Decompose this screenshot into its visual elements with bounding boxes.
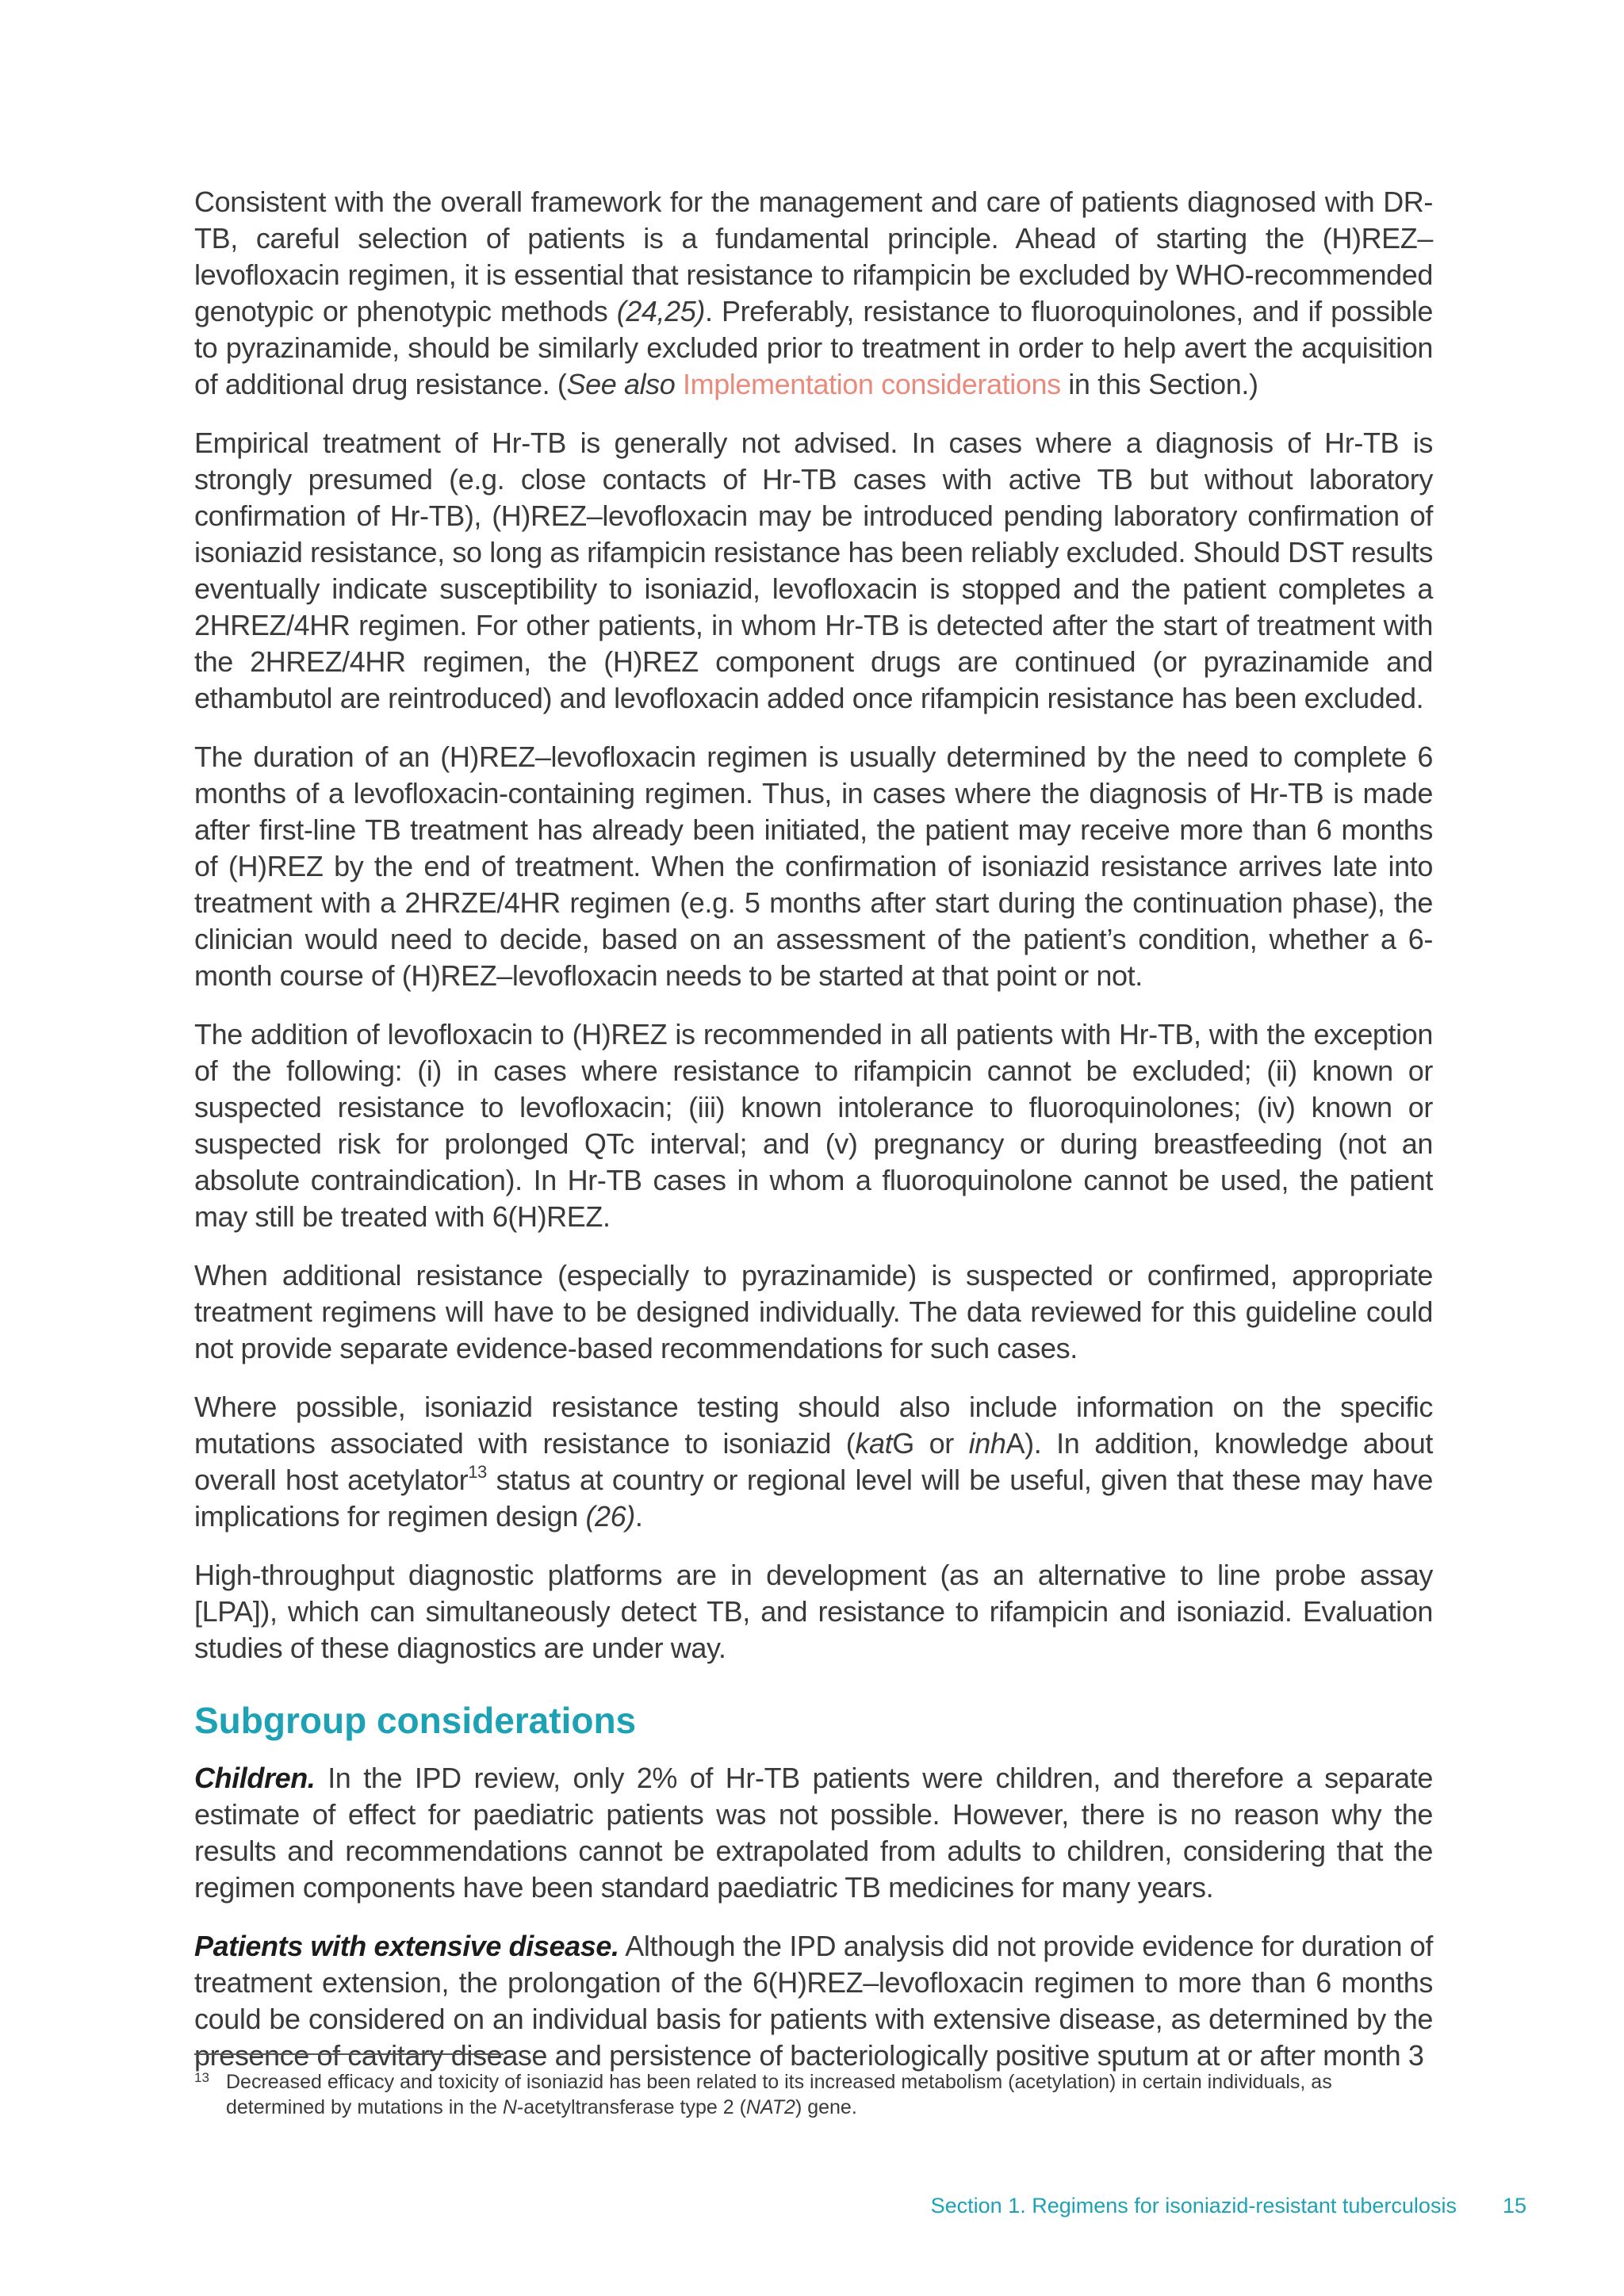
paragraph-text: Consistent with the overall framework for the management and care of patients diagnosed with DR-TB, careful selection of patients is a fundamental principle. Ahead of starting the (H)REZ–levofloxacin regimen, it is essential that resistance to rifampicin be excluded by WHO-recommended genotypic or phenotypic methods	[194, 186, 1433, 327]
paragraph-text: . Preferably, resistance to fluoroquinolones, and if possible to pyrazinamide, should be similarly excluded prior to treatment in order to help avert the acquisition of additional drug resistance. (	[194, 295, 1434, 400]
citation-reference: (26)	[585, 1500, 635, 1533]
paragraph-empirical-treatment: Empirical treatment of Hr-TB is generally not advised. In cases where a diagnosis of Hr-TB is strongly presumed (e.g. close contacts of Hr-TB cases with active TB but without laboratory confirmation of Hr-TB), (H)REZ–levofloxacin may be introduced pending laboratory confirmation of isoniazid resistance, so long as rifampicin resistance has been reliably excluded. Should DST results eventually indicate susceptibility to isoniazid, levofloxacin is stopped and the patient completes a 2HREZ/4HR regimen. For other patients, in whom Hr-TB is detected after the start of treatment with the 2HREZ/4HR regimen, the (H)REZ component drugs are continued (or pyrazinamide and ethambutol are reintroduced) and levofloxacin added once rifampicin resistance has been excluded.	[194, 427, 1433, 714]
paragraph-text: Where possible, isoniazid resistance testing should also include information on the specific mutations associated with resistance to isoniazid (	[194, 1391, 1433, 1460]
paragraph-levofloxacin-exceptions: The addition of levofloxacin to (H)REZ is recommended in all patients with Hr-TB, with the exception of the following: (i) in cases where resistance to rifampicin cannot be excluded; (ii) known or suspected resistance to levofloxacin; (iii) known intolerance to fluoroquinolones; (iv) known or suspected risk for prolonged QTc interval; and (v) pregnancy or during breastfeeding (not an absolute contraindication). In Hr-TB cases in whom a fluoroquinolone cannot be used, the patient may still be treated with 6(H)REZ.	[194, 1018, 1433, 1233]
paragraph-text: Although the IPD analysis did not provide evidence for duration of treatment extension, the prolongation of the 6(H)REZ–levofloxacin regimen to more than 6 months could be considered on an individual basis for patients with extensive disease, as determined by the presence of cavitary disease and persistence of bacteriologically positive sputum at or after month 3	[194, 1930, 1433, 2072]
paragraph-resistance-testing	[194, 1389, 1433, 1535]
children-lead-label: Children.	[194, 1762, 316, 1794]
footnote-marker[interactable]: 13	[468, 1462, 487, 1482]
footnote-italic: NAT2	[745, 2096, 795, 2118]
footnote-text	[226, 2069, 1433, 2120]
footer-section-title: Section 1. Regimens for isoniazid-resistant tuberculosis	[930, 2194, 1457, 2218]
footnote-segment: Decreased efficacy and toxicity of isoniazid has been related to its increased metabolism (acetylation) in certain individuals, as determined by mutations in the	[226, 2071, 1332, 2118]
see-also-label: See also	[566, 368, 676, 400]
gene-name: kat	[855, 1427, 893, 1460]
citation-reference: (24,25)	[616, 295, 705, 327]
footnote-divider	[194, 2053, 504, 2055]
paragraph-additional-resistance: When additional resistance (especially to pyrazinamide) is suspected or confirmed, appropriate treatment regimens will have to be designed individually. The data reviewed for this guideline could not provide separate evidence-based recommendations for such cases.	[194, 1259, 1433, 1364]
paragraph-text: status at country or regional level will be useful, given that these may have implications for regimen design	[194, 1464, 1433, 1533]
footnote-segment: -acetyltransferase type 2 (	[516, 2096, 746, 2118]
paragraph-patient-selection	[194, 184, 1433, 403]
paragraph-text: G or	[892, 1427, 969, 1460]
paragraph-children	[194, 1760, 1433, 1906]
footnote-number: 13	[194, 2070, 209, 2085]
paragraph-regimen-duration: The duration of an (H)REZ–levofloxacin regimen is usually determined by the need to complete 6 months of a levofloxacin-containing regimen. Thus, in cases where the diagnosis of Hr-TB is made after first-line TB treatment has already been initiated, the patient may receive more than 6 months of (H)REZ by the end of treatment. When the confirmation of isoniazid resistance arrives late into treatment with a 2HRZE/4HR regimen (e.g. 5 months after start during the continuation phase), the clinician would need to decide, based on an assessment of the patient’s condition, whether a 6-month course of (H)REZ–levofloxacin needs to be started at that point or not.	[194, 740, 1433, 992]
footnote-italic: N	[502, 2096, 517, 2118]
page-body	[194, 184, 1433, 2096]
footnote-segment: ) gene.	[795, 2096, 857, 2118]
paragraph-text: in this Section.)	[1060, 368, 1258, 400]
gene-name: inh	[968, 1427, 1006, 1460]
extensive-disease-lead-label: Patients with extensive disease.	[194, 1930, 619, 1962]
implementation-considerations-link[interactable]: Implementation considerations	[683, 368, 1061, 400]
footnote-13	[194, 2069, 1433, 2120]
paragraph-extensive-disease	[194, 1928, 1433, 2074]
paragraph-text: In the IPD review, only 2% of Hr-TB patients were children, and therefore a separate estimate of effect for paediatric patients was not possible. However, there is no reason why the results and recommendations cannot be extrapolated from adults to children, considering that the regimen components have been standard paediatric TB medicines for many years.	[194, 1762, 1433, 1904]
paragraph-text: .	[634, 1500, 643, 1533]
page-number: 15	[1502, 2194, 1526, 2218]
paragraph-text: A). In addition, knowledge about overall host acetylator	[194, 1427, 1433, 1496]
paragraph-diagnostic-platforms: High-throughput diagnostic platforms are in development (as an alternative to line probe assay [LPA]), which can simultaneously detect TB, and resistance to rifampicin and isoniazid. Evaluation studies of these diagnostics are under way.	[194, 1559, 1433, 1664]
page-footer	[931, 2192, 1526, 2219]
subgroup-considerations-heading: Subgroup considerations	[194, 1700, 637, 1741]
